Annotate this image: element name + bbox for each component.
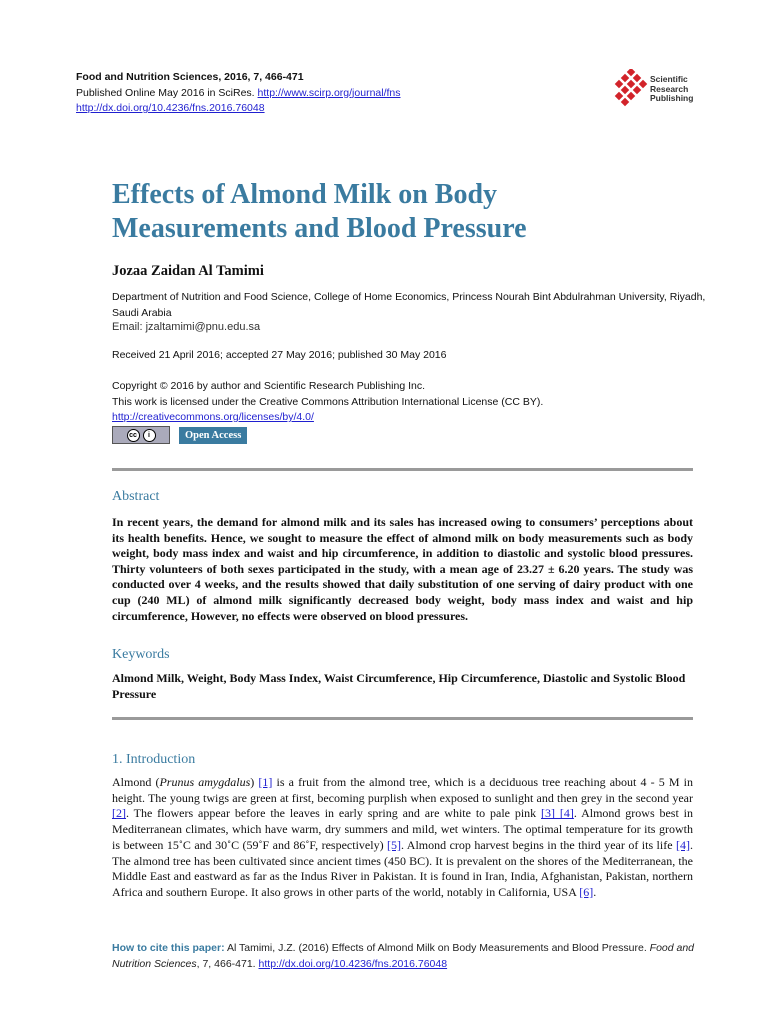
srp-diamond-logo-icon <box>614 69 648 109</box>
copyright-line: Copyright © 2016 by author and Scientific Research Publishing Inc. <box>112 380 425 392</box>
ref-5[interactable]: [5] <box>387 837 402 852</box>
introduction-paragraph: Almond (Prunus amygdalus) [1] is a fruit from the almond tree, which is a deciduous tree reaching about 4 - 5 M in height. The young twigs are green at first, becoming purplish when exposed to sunlight and then grey in the second year [2]. The flowers appear before the leaves in early spring and are white to pale pink [3] [4]. Almond grows best in Mediterranean climates, which have warm, dry summers and mild, wet winters. The optimal temperature for its growth is between 15˚C and 30˚C (59˚F and 86˚F, respectively) [5]. Almond crop harvest begins in the third year of its life [4]. The almond tree has been cultivated since ancient times (450 BC). It is prevalent on the shores of the Mediterranean, the Middle East and eastward as far as the Indus River in Pakistan. It is found in Iran, India, Afghanistan, Pakistan, northern Africa and southern Europe. It also grows in other parts of the world, notably in California, USA [6]. <box>112 775 693 899</box>
copyright-block <box>112 379 712 426</box>
license-link[interactable]: http://creativecommons.org/licenses/by/4.0/ <box>112 411 314 423</box>
article-dates: Received 21 April 2016; accepted 27 May 2016; published 30 May 2016 <box>112 349 447 361</box>
journal-citation: Food and Nutrition Sciences, 2016, 7, 466-471 <box>76 71 304 83</box>
journal-link[interactable]: http://www.scirp.org/journal/fns <box>257 86 401 99</box>
introduction-heading: 1. Introduction <box>112 752 196 767</box>
ref-4[interactable]: [4] <box>676 837 690 852</box>
divider-bottom <box>112 717 693 720</box>
publisher-logo <box>614 67 724 113</box>
cite-doi-link[interactable]: http://dx.doi.org/10.4236/fns.2016.76048 <box>258 958 448 970</box>
journal-header <box>76 70 401 117</box>
cite-journal: Food and Nutrition Sciences <box>112 942 695 970</box>
ref-2[interactable]: [2] <box>112 806 126 821</box>
species-name: Prunus amygdalus <box>159 775 251 789</box>
ref-3-4[interactable]: [3] [4] <box>541 806 574 821</box>
keywords-text: Almond Milk, Weight, Body Mass Index, Waist Circumference, Hip Circumference, Diastolic and Systolic Blood Pressure <box>112 671 686 701</box>
divider-top <box>112 468 693 471</box>
abstract-heading: Abstract <box>112 489 160 504</box>
ref-6[interactable]: [6] <box>579 884 594 899</box>
author-affiliation: Department of Nutrition and Food Science, College of Home Economics, Princess Nourah Bint Abdulrahman University, Riyadh, Saudi Arabia <box>112 291 706 319</box>
cite-lead: How to cite this paper: <box>112 942 225 954</box>
logo-line-1: Scientific <box>650 74 688 84</box>
keywords-heading: Keywords <box>112 647 170 662</box>
cc-by-badge-icon[interactable]: cc i <box>112 426 170 444</box>
doi-link[interactable]: http://dx.doi.org/10.4236/fns.2016.76048 <box>76 102 265 114</box>
logo-line-3: Publishing <box>650 93 694 103</box>
article-title: Effects of Almond Milk on Body Measurements and Blood Pressure <box>112 179 527 244</box>
cite-volume: , 7, 466-471. <box>196 958 256 970</box>
license-badges <box>112 426 247 444</box>
published-online: Published Online May 2016 in SciRes. <box>76 86 255 99</box>
open-access-badge: Open Access <box>179 427 247 444</box>
license-line: This work is licensed under the Creative Commons Attribution International License (CC BY). <box>112 395 544 408</box>
abstract-text: In recent years, the demand for almond milk and its sales has increased owing to consumers’ perceptions about its health benefits. Hence, we sought to measure the effect of almond milk on body measurements such as body weight, body mass index and waist and hip circumference, in addition to diastolic and systolic blood pressures. Thirty volunteers of both sexes participated in the study, with a mean age of 23.27 ± 6.20 years. The study was conducted over 4 weeks, and the results showed that daily substitution of one serving of dairy product with one cup (240 ML) of almond milk significantly decreased body weight, body mass index and waist and hip circumference, However, no effects were observed on blood pressures. <box>112 515 693 623</box>
ref-1[interactable]: [1] <box>258 775 273 789</box>
author-email: Email: jzaltamimi@pnu.edu.sa <box>112 321 261 333</box>
cite-text: Al Tamimi, J.Z. (2016) Effects of Almond Milk on Body Measurements and Blood Pressure. <box>226 942 647 954</box>
author-name: Jozaa Zaidan Al Tamimi <box>112 263 264 279</box>
how-to-cite <box>112 940 702 972</box>
logo-line-2: Research <box>650 83 689 94</box>
